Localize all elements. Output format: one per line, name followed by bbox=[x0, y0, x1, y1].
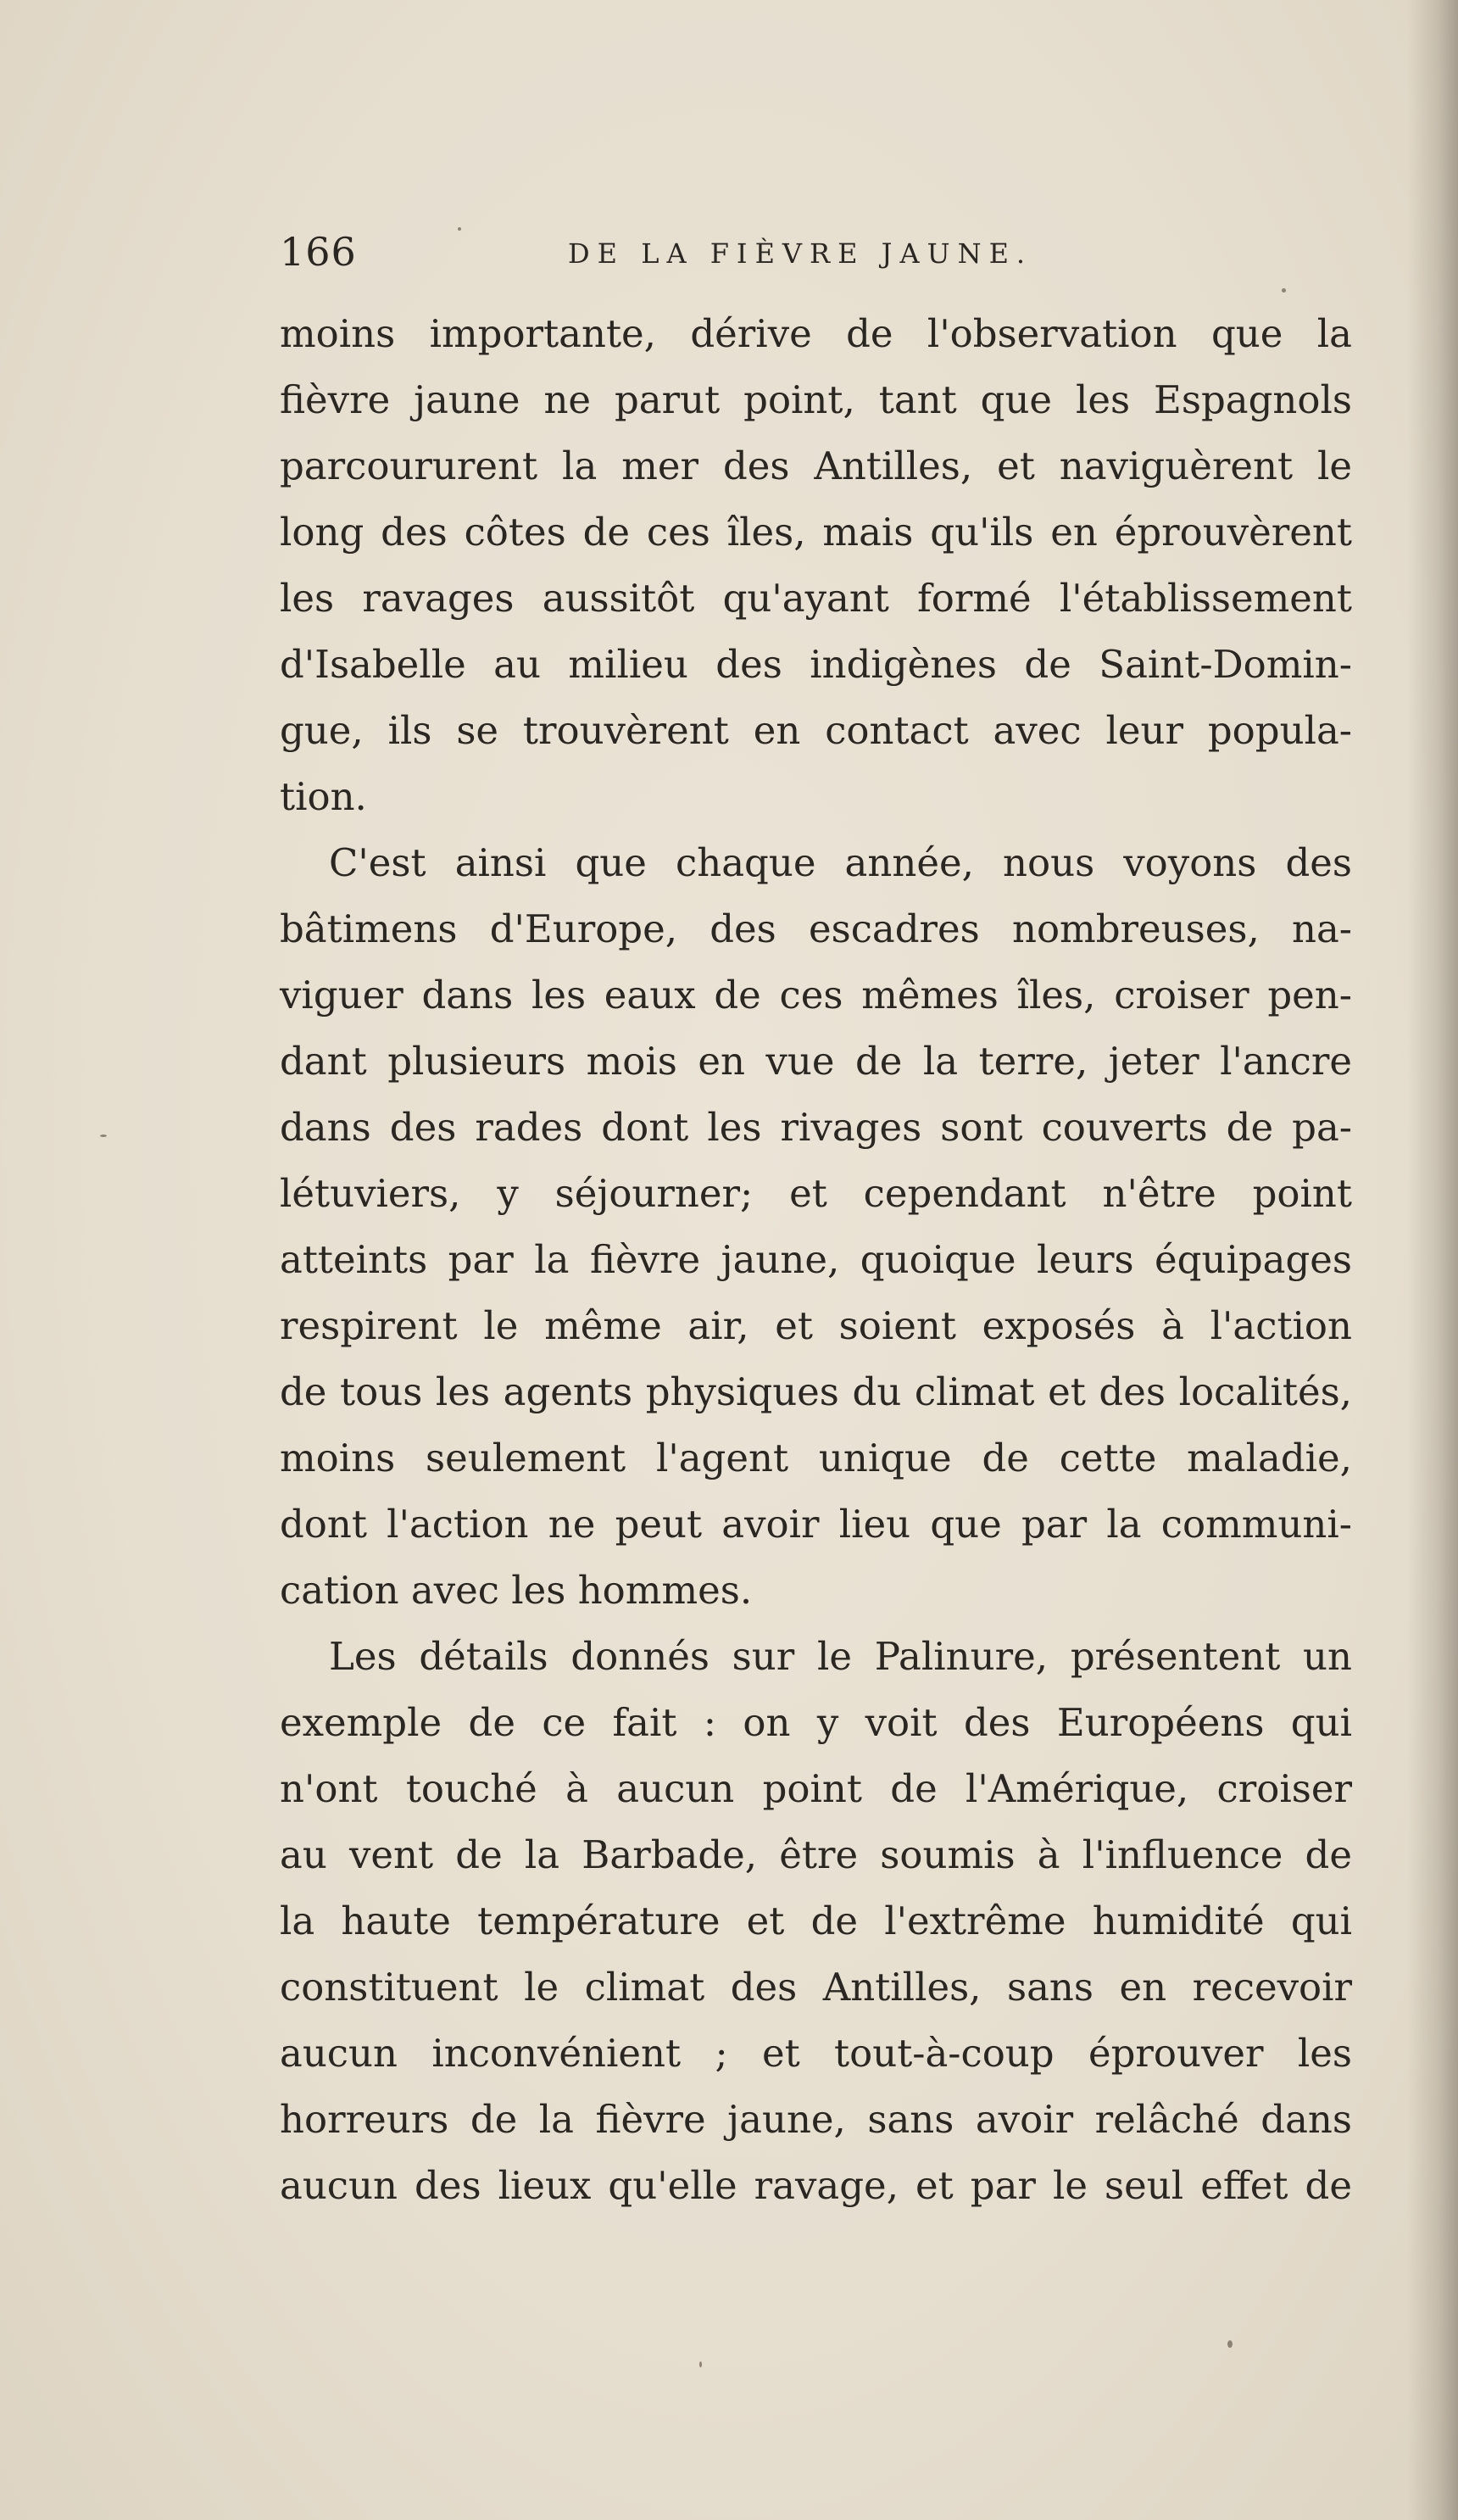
page-number: 166 bbox=[280, 229, 357, 275]
page-edge-shadow bbox=[1407, 0, 1458, 2520]
text-line: Les détails donnés sur le Palinure, présentent un bbox=[329, 1634, 1352, 1679]
text-line: viguer dans les eaux de ces mêmes îles, croiser pen- bbox=[280, 973, 1352, 1017]
text-line: dont l'action ne peut avoir lieu que par la communi- bbox=[280, 1502, 1352, 1547]
text-line: bâtimens d'Europe, des escadres nombreuses, na- bbox=[280, 906, 1352, 951]
text-line: létuviers, y séjourner; et cependant n'être point bbox=[280, 1171, 1352, 1216]
text-line: la haute température et de l'extrême humidité qui bbox=[280, 1898, 1352, 1943]
text-line: d'Isabelle au milieu des indigènes de Saint-Domin- bbox=[280, 642, 1352, 687]
speck bbox=[699, 2361, 702, 2367]
text-line: fièvre jaune ne parut point, tant que les Espagnols bbox=[280, 377, 1352, 422]
text-line: C'est ainsi que chaque année, nous voyons des bbox=[329, 840, 1352, 885]
text-line: exemple de ce fait : on y voit des Européens qui bbox=[280, 1700, 1352, 1745]
text-line: atteints par la fièvre jaune, quoique leurs équipages bbox=[280, 1237, 1352, 1282]
text-line: dans des rades dont les rivages sont couverts de pa- bbox=[280, 1105, 1352, 1150]
text-line: long des côtes de ces îles, mais qu'ils en éprouvèrent bbox=[280, 510, 1352, 555]
text-line: de tous les agents physiques du climat et des localités, bbox=[280, 1369, 1352, 1414]
text-line: les ravages aussitôt qu'ayant formé l'établissement bbox=[280, 576, 1352, 621]
text-line: parcoururent la mer des Antilles, et naviguèrent le bbox=[280, 443, 1352, 488]
running-head: DE LA FIÈVRE JAUNE. bbox=[568, 237, 1033, 270]
paragraph-1 bbox=[280, 301, 1352, 830]
text-line: tion. bbox=[280, 774, 367, 819]
text-line: constituent le climat des Antilles, sans en recevoir bbox=[280, 1965, 1352, 2010]
speck bbox=[100, 1135, 107, 1137]
text-line: aucun des lieux qu'elle ravage, et par le seul effet de bbox=[280, 2163, 1352, 2208]
paragraph-3 bbox=[280, 1624, 1352, 2219]
text-line: gue, ils se trouvèrent en contact avec leur popula- bbox=[280, 708, 1352, 753]
speck bbox=[458, 227, 461, 231]
text-line: cation avec les hommes. bbox=[280, 1568, 753, 1613]
text-line: dant plusieurs mois en vue de la terre, jeter l'ancre bbox=[280, 1039, 1352, 1084]
paragraph-2 bbox=[280, 830, 1352, 1624]
speck bbox=[1282, 288, 1286, 293]
text-line: n'ont touché à aucun point de l'Amérique, croiser bbox=[280, 1766, 1352, 1811]
page-header bbox=[280, 229, 1373, 288]
text-line: aucun inconvénient ; et tout-à-coup éprouver les bbox=[280, 2031, 1352, 2076]
text-line: au vent de la Barbade, être soumis à l'influence de bbox=[280, 1832, 1352, 1877]
text-line: moins seulement l'agent unique de cette maladie, bbox=[280, 1436, 1352, 1480]
text-line: respirent le même air, et soient exposés à l'action bbox=[280, 1303, 1352, 1348]
speck bbox=[1227, 2340, 1233, 2348]
text-line: horreurs de la fièvre jaune, sans avoir relâché dans bbox=[280, 2097, 1352, 2142]
body-text bbox=[280, 301, 1352, 2219]
text-line: moins importante, dérive de l'observation que la bbox=[280, 311, 1352, 356]
